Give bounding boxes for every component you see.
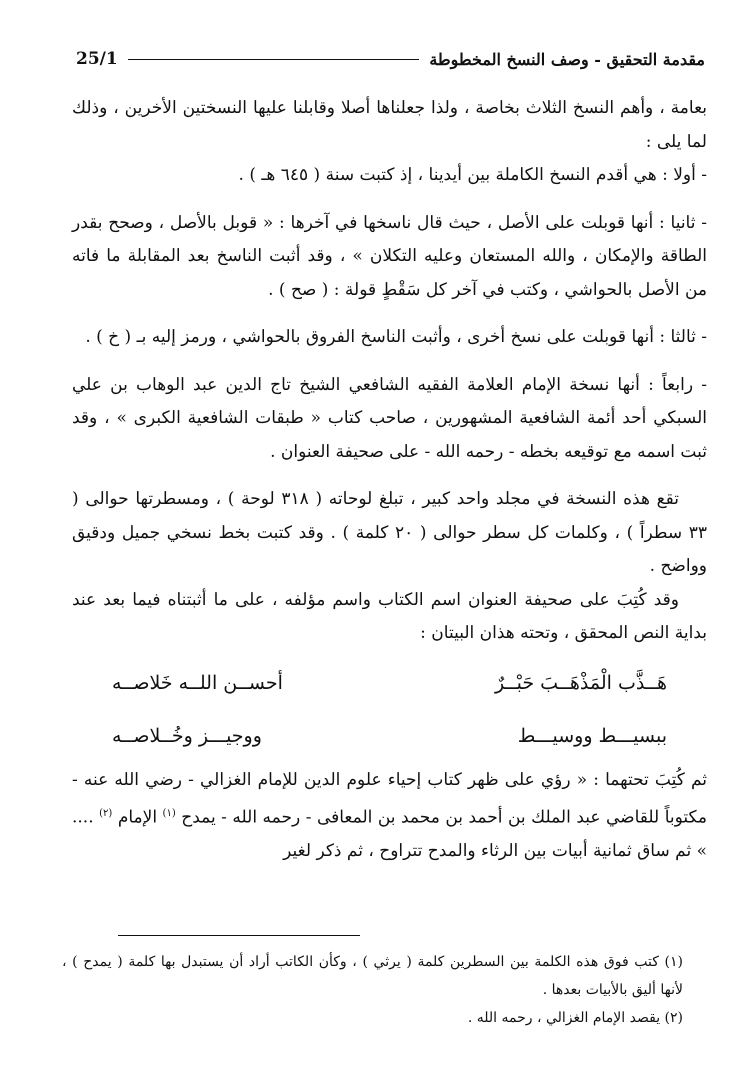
page-number: 25/1 (76, 49, 118, 69)
footnotes (62, 948, 683, 1032)
closing-text-b: الإمام (117, 807, 158, 828)
closing-text-a: ثم كُتِبَ تحتهما : « رؤي على ظهر كتاب إحياء علوم الدين للإمام الغزالي - رضي الله عنه - مكتوباً للقاضي عبد الملك بن أحمد بن محمد بن المعافى - رحمه الله - يمدح (72, 769, 708, 828)
body-text (72, 92, 707, 869)
verse-1-second-hemistich: أحســن اللــه خَلاصــه (112, 671, 283, 694)
footnote-1: (١) كتب فوق هذه الكلمة بين السطرين كلمة ( يرثي ) ، وكأن الكاتب أراد أن يستبدل بها كلمة ( يمدح ) ، لأنها أليق بالأبيات بعدها . (62, 954, 683, 998)
point-fourth: - رابعاً : أنها نسخة الإمام العلامة الفقيه الشافعي الشيخ تاج الدين عبد الوهاب بن علي السبكي أحد أئمة الشافعية المشهورين ، صاحب كتاب « طبقات الشافعية الكبرى » ، وقد ثبت اسمه مع توقيعه بخطه - رحمه الله - على صحيفة العنوان . (72, 374, 707, 462)
poem-verse-1 (112, 667, 667, 701)
paragraph-closing (72, 764, 707, 869)
running-header (76, 44, 705, 74)
verse-2-first-hemistich: ببسيـــط ووسيـــط (517, 725, 667, 747)
paragraph-description: تقع هذه النسخة في مجلد واحد كبير ، تبلغ لوحاته ( ٣١٨ لوحة ) ، ومسطرتها حوالى ( ٣٣ سطراً ) ، وكلمات كل سطر حوالى ( ٢٠ كلمة ) . وقد كتبت بخط نسخي جميل ودقيق وواضح . (72, 489, 707, 576)
verse-1-first-hemistich: هَــذَّب الْمَذْهَــبَ حَبْــرٌ (494, 671, 667, 694)
header-rule (128, 59, 420, 60)
paragraph-1: بعامة ، وأهم النسخ الثلاث بخاصة ، ولذا جعلناها أصلا وقابلنا عليها النسختين الأخرين ، وذلك لما يلى : (72, 98, 707, 152)
poem-verse-2 (112, 720, 667, 754)
footnote-ref-1[interactable]: (١) (162, 808, 176, 819)
paragraph-title-page: وقد كُتِبَ على صحيفة العنوان اسم الكتاب واسم مؤلفه ، على ما أثبتناه فيما بعد عند بداية النص المحقق ، وتحته هذان البيتان : (72, 589, 707, 643)
header-title: مقدمة التحقيق - وصف النسخ المخطوطة (429, 49, 705, 69)
poem-block (112, 667, 667, 754)
footnote-2: (٢) يقصد الإمام الغزالي ، رحمه الله . (467, 1010, 683, 1026)
footnote-separator (118, 935, 360, 936)
footnote-ref-2[interactable]: (٢) (99, 808, 113, 819)
point-first: - أولا : هي أقدم النسخ الكاملة بين أيدينا ، إذ كتبت سنة ( ٦٤٥ هـ ) . (238, 165, 707, 185)
point-third: - ثالثا : أنها قوبلت على نسخ أخرى ، وأثبت الناسخ الفروق بالحواشي ، ورمز إليه بـ ( خ ) . (85, 327, 707, 347)
verse-2-second-hemistich: ووجيـــز وخُــلاصــه (112, 725, 262, 747)
point-second: - ثانيا : أنها قوبلت على الأصل ، حيث قال ناسخها في آخرها : « قوبل بالأصل ، وصحح بقدر الطاقة والإمكان ، والله المستعان وعليه التكلان » ، وقد أثبت الناسخ بعد المقابلة ما فاته من الأصل بالحواشي ، وكتب في آخر كل سَقْطٍ قولة : ( صح ) . (72, 212, 707, 300)
closing-text-c: .... » ثم ساق ثمانية أبيات بين الرثاء والمدح تتراوح ، ثم ذكر لغير (72, 807, 707, 862)
